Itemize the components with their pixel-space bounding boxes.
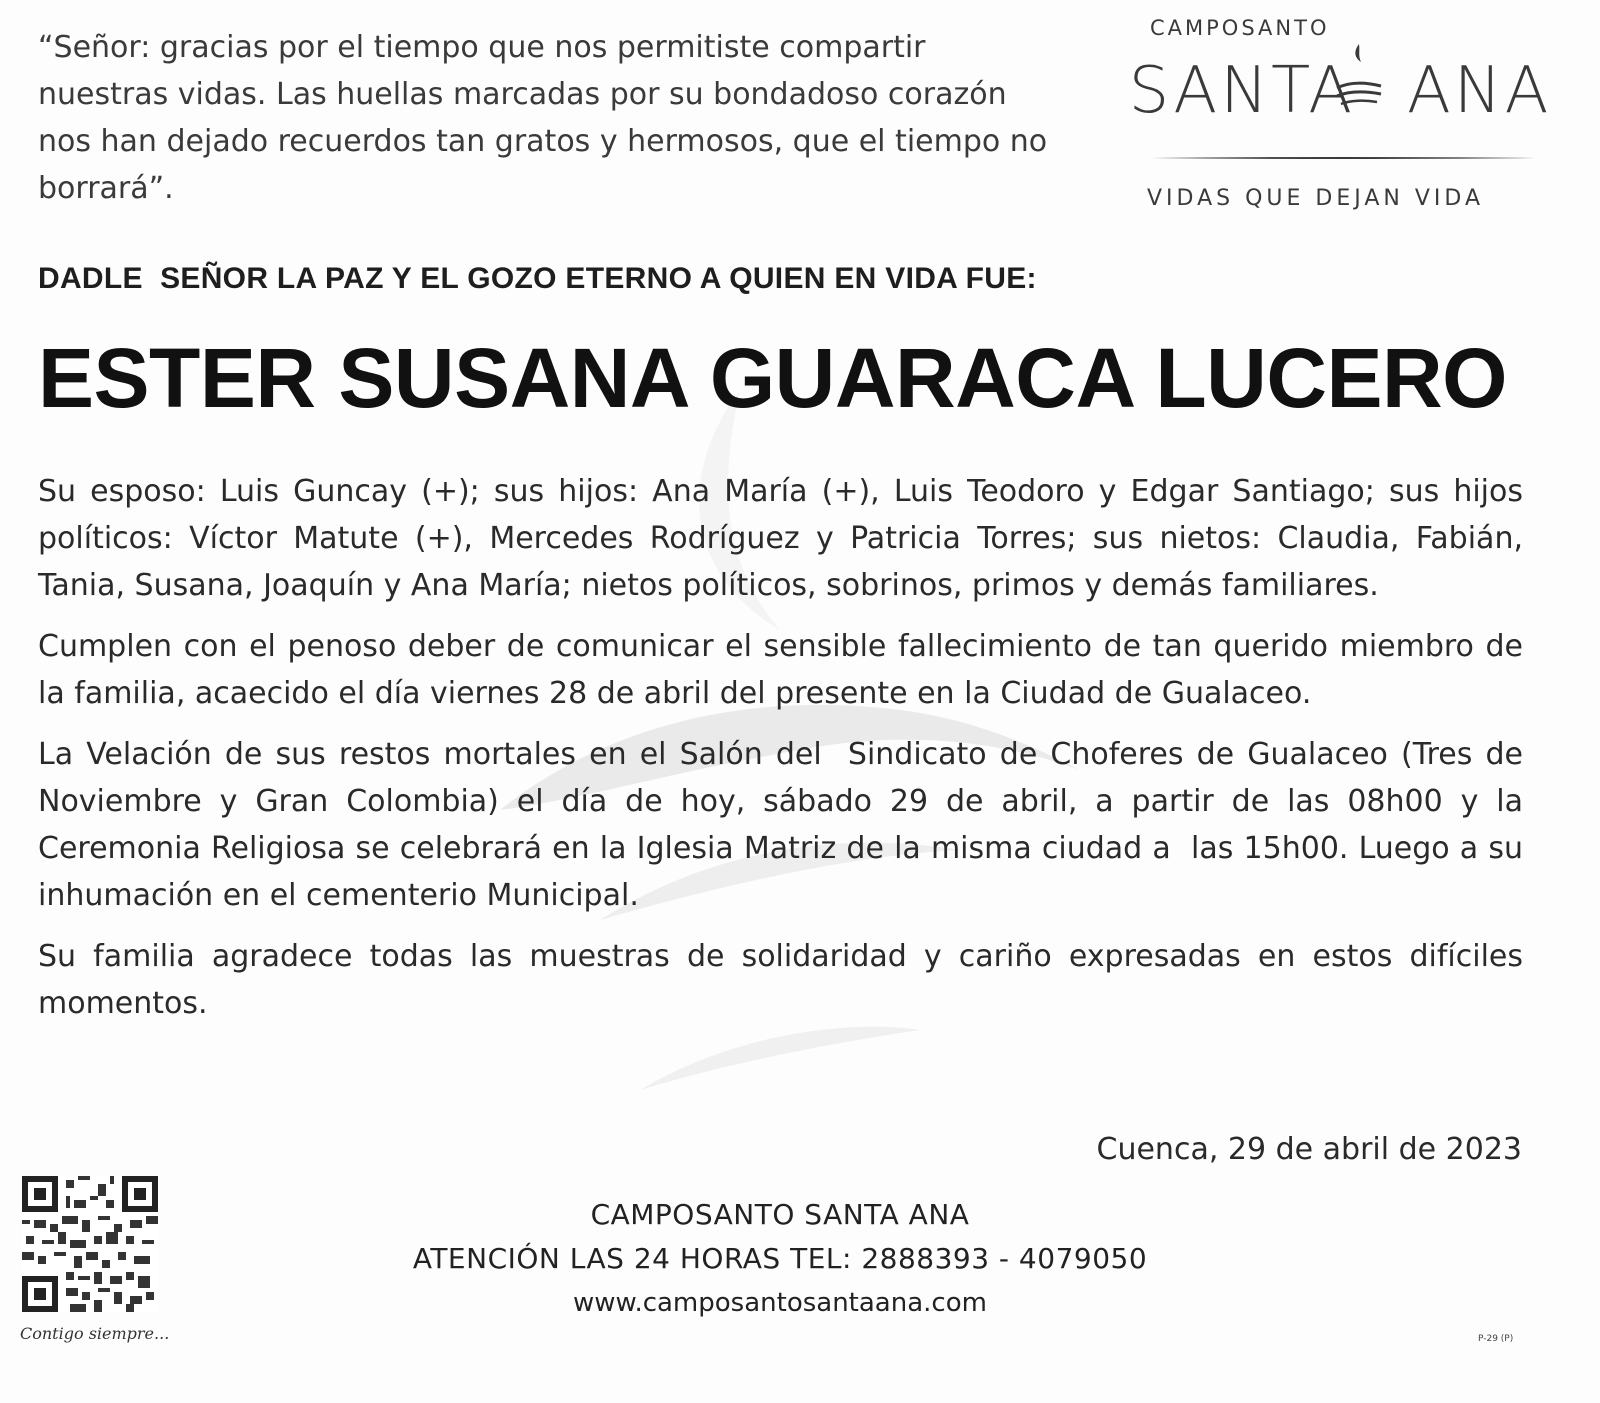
logo-top-text: CAMPOSANTO bbox=[1150, 16, 1330, 40]
logo-main-right: ANA bbox=[1406, 54, 1552, 128]
prayer-heading: DADLE SEÑOR LA PAZ Y EL GOZO ETERNO A QUIEN EN VIDA FUE: bbox=[38, 262, 1037, 295]
notice-body bbox=[38, 468, 1533, 1041]
footer-website: www.camposantosantaana.com bbox=[573, 1288, 987, 1318]
logo-main-left: SANTA bbox=[1128, 54, 1355, 128]
print-code: P-29 (P) bbox=[1478, 1334, 1514, 1344]
camposanto-logo bbox=[1125, 10, 1555, 220]
family-paragraph: Su esposo: Luis Guncay (+); sus hijos: Ana María (+), Luis Teodoro y Edgar Santiago; sus hijos políticos: Víctor Matute (+), Mercedes Rodríguez y Patricia Torres; sus nietos: Claudia, Fabián, Tania, Susana, Joaquín y Ana María; nietos políticos, sobrinos, primos y demás familiares. bbox=[38, 474, 1533, 603]
thanks-paragraph: Su familia agradece todas las muestras de solidaridad y cariño expresadas en estos difíciles momentos. bbox=[38, 939, 1533, 1021]
city-date: Cuenca, 29 de abril de 2023 bbox=[1096, 1132, 1522, 1167]
deceased-name: ESTER SUSANA GUARACA LUCERO bbox=[38, 331, 1508, 425]
qr-tagline: Contigo siempre... bbox=[20, 1324, 170, 1343]
flame-wave-icon bbox=[1333, 36, 1385, 124]
announcement-paragraph: Cumplen con el penoso deber de comunicar el sensible fallecimiento de tan querido miembro de la familia, acaecido el día viernes 28 de abril del presente en la Ciudad de Gualaceo. bbox=[38, 629, 1533, 711]
qr-code-icon bbox=[22, 1176, 158, 1312]
footer-company: CAMPOSANTO SANTA ANA bbox=[590, 1198, 970, 1231]
footer-phone-line: ATENCIÓN LAS 24 HORAS TEL: 2888393 - 4079050 bbox=[412, 1242, 1148, 1275]
ceremony-paragraph: La Velación de sus restos mortales en el Salón del Sindicato de Choferes de Gualaceo (Tres de Noviembre y Gran Colombia) el día de hoy, sábado 29 de abril, a partir de las 08h00 y la Ceremonia Religiosa se celebrará en la Iglesia Matriz de la misma ciudad a las 15h00. Luego a su inhumación en el cementerio Municipal. bbox=[38, 737, 1533, 913]
logo-tagline: VIDAS QUE DEJAN VIDA bbox=[1147, 186, 1484, 211]
opening-quote: “Señor: gracias por el tiempo que nos permitiste compartir nuestras vidas. Las huellas marcadas por su bondadoso corazón nos han dejado recuerdos tan gratos y hermosos, que el tiempo no borrará”. bbox=[38, 30, 1048, 206]
logo-divider bbox=[1150, 156, 1535, 160]
footer-contact bbox=[300, 1193, 1260, 1325]
